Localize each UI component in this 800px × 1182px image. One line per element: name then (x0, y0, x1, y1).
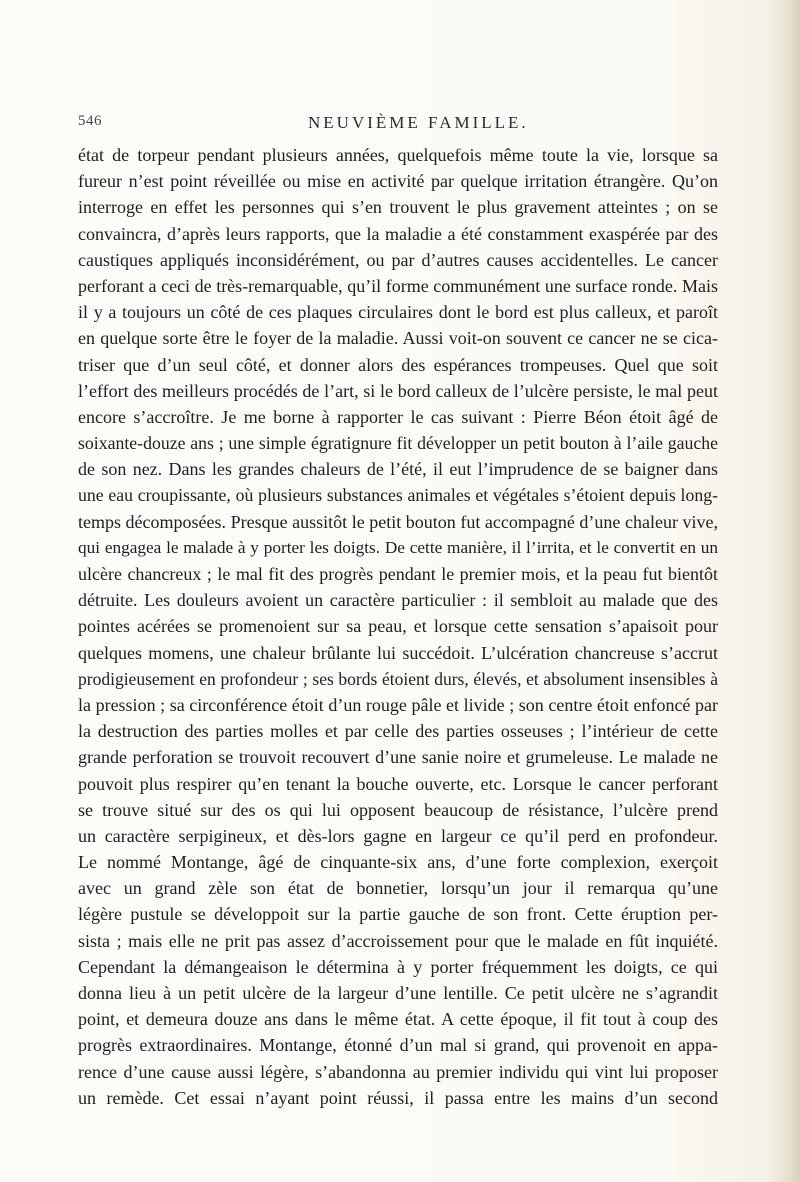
text-line: triser que d’un seul côté, et donner alors des espérances trompeuses. Quel que soit (78, 354, 718, 375)
text-line: état de torpeur pendant plusieurs années, quelquefois même toute la vie, lorsque sa (78, 145, 718, 165)
page-number: 546 (78, 113, 102, 129)
text-line: progrès extraordinaires. Montange, étonné d’un mal si grand, qui provenoit en appa- (78, 1035, 718, 1056)
text-line: point, et demeura douze ans dans le même état. A cette époque, il fit tout à coup des (78, 1009, 718, 1030)
text-line: de son nez. Dans les grandes chaleurs de l’été, il eut l’imprudence de se baigner dans (78, 459, 718, 480)
text-line: ulcère chancreux ; le mal fit des progrès pendant le premier mois, et la peau fut bientôt (78, 564, 718, 584)
text-line: prodigieusement en profondeur ; ses bords étoient durs, élevés, et absolument insensibles à (78, 668, 718, 689)
text-line: perforant a ceci de très-remarquable, qu’il forme communément une surface ronde. Mais (78, 275, 718, 296)
text-line: il y a toujours un côté de ces plaques circulaires dont le bord est plus calleux, et paroît (78, 302, 718, 323)
text-line: Le nommé Montange, âgé de cinquante-six ans, d’une forte complexion, exerçoit (78, 852, 718, 873)
text-line: en quelque sorte être le foyer de la maladie. Aussi voit-on souvent ce cancer ne se cica- (78, 328, 718, 349)
text-line: convaincra, d’après leurs rapports, que la maladie a été constamment exaspérée par des (78, 223, 718, 244)
text-line: pointes acérées se promenoient sur sa peau, et lorsque cette sensation s’apaisoit pour (78, 616, 718, 637)
text-line: avec un grand zèle son état de bonnetier, lorsqu’un jour il remarqua qu’une (78, 878, 718, 899)
text-line: pouvoit plus respirer qu’en tenant la bouche ouverte, etc. Lorsque le cancer perforant (78, 773, 718, 794)
text-line: donna lieu à un petit ulcère de la largeur d’une lentille. Ce petit ulcère ne s’agrandit (78, 983, 718, 1003)
text-line: l’effort des meilleurs procédés de l’art, si le bord calleux de l’ulcère persiste, le mal peut (78, 380, 718, 401)
text-line: légère pustule se développoit sur la partie gauche de son front. Cette éruption per- (78, 904, 718, 925)
text-line: une eau croupissante, où plusieurs substances animales et végétales s’étoient depuis long- (78, 485, 718, 506)
text-line: se trouve situé sur des os qui lui opposent beaucoup de résistance, l’ulcère prend (78, 799, 718, 820)
text-line: soixante-douze ans ; une simple égratignure fit développer un petit bouton à l’aile gauche (78, 433, 718, 454)
running-title: NEUVIÈME FAMILLE. (308, 113, 529, 132)
text-line: Cependant la démangeaison le détermina à y porter fréquemment les doigts, ce qui (78, 956, 718, 977)
text-line: encore s’accroître. Je me borne à rapporter le cas suivant : Pierre Béon étoit âgé de (78, 406, 718, 427)
text-line: détruite. Les douleurs avoient un caractère particulier : il sembloit au malade que des (78, 590, 718, 611)
text-line: rence d’une cause aussi légère, s’abandonna au premier individu qui vint lui proposer (78, 1061, 718, 1082)
text-line: un remède. Cet essai n’ayant point réussi, il passa entre les mains d’un second (78, 1087, 718, 1108)
text-line: qui engagea le malade à y porter les doigts. De cette manière, il l’irrita, et le convertit en un (78, 537, 718, 557)
body-paragraph (78, 142, 718, 1111)
text-line: la destruction des parties molles et par celle des parties osseuses ; l’intérieur de cette (78, 721, 718, 742)
text-line: grande perforation se trouvoit recouvert d’une sanie noire et grumeleuse. Le malade ne (78, 747, 718, 768)
page-header (78, 113, 718, 137)
text-line: quelques momens, une chaleur brûlante lui succédoit. L’ulcération chancreuse s’accrut (78, 642, 718, 663)
text-line: la pression ; sa circonférence étoit d’un rouge pâle et livide ; son centre étoit enfoncé par (78, 694, 718, 715)
text-line: fureur n’est point réveillée ou mise en activité par quelque irritation étrangère. Qu’on (78, 171, 718, 192)
text-line: temps décomposées. Presque aussitôt le petit bouton fut accompagné d’une chaleur vive, (78, 511, 718, 532)
text-line: sista ; mais elle ne prit pas assez d’accroissement pour que le malade en fût inquiété. (78, 930, 718, 951)
text-line: caustiques appliqués inconsidérément, ou par d’autres causes accidentelles. Le cancer (78, 249, 718, 270)
page-edge-shadow (766, 0, 800, 1182)
text-line: interroge en effet les personnes qui s’en trouvent le plus gravement atteintes ; on se (78, 197, 718, 218)
text-line: un caractère serpigineux, et dès-lors gagne en largeur ce qu’il perd en profondeur. (78, 825, 718, 846)
